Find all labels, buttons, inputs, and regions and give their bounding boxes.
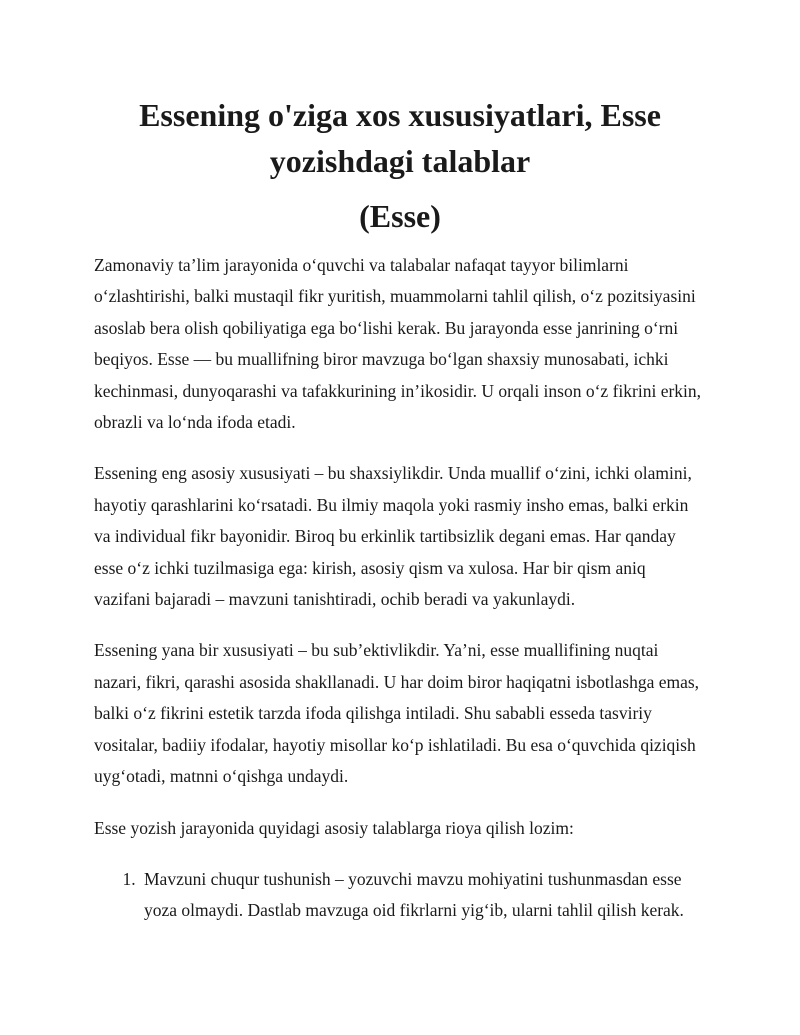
paragraph-intro: Zamonaviy ta’lim jarayonida o‘quvchi va talabalar nafaqat tayyor bilimlarni o‘zlashtirishi, balki mustaqil fikr yuritish, muammolarni tahlil qilish, o‘z pozitsiyasini asoslab bera olish qobiliyatiga ega bo‘lishi kerak. Bu jarayonda esse janrining o‘rni beqiyos. Esse — bu muallifning biror mavzuga bo‘lgan shaxsiy munosabati, ichki kechinmasi, dunyoqarashi va tafakkurining in’ikosidir. U orqali inson o‘z fikrini erkin, obrazli va lo‘nda ifoda etadi. xyxy=(94,255,702,433)
paragraph-requirements-intro: Esse yozish jarayonida quyidagi asosiy talablarga rioya qilish lozim: xyxy=(94,817,574,838)
list-item: 1. Mavzuni chuqur tushunish – yozuvchi mavzu mohiyatini tushunmasdan esse yoza olmaydi. Dastlab mavzuga oid fikrlarni yig‘ib, ularni tahlil qilish kerak. xyxy=(140,864,706,927)
paragraph-subjectivity: Essening yana bir xususiyati – bu sub’ektivlikdir. Ya’ni, esse muallifining nuqtai nazari, fikri, qarashi asosida shakllanadi. U har doim biror haqiqatni isbotlashga emas, balki o‘z fikrini estetik tarzda ifoda qilishga intiladi. Shu sababli esseda tasviriy vositalar, badiiy ifodalar, hayotiy misollar ko‘p ishlatiladi. Bu esa o‘quvchida qiziqish uyg‘otadi, matnni o‘qishga undaydi. xyxy=(94,640,700,787)
requirements-list xyxy=(94,864,706,927)
page-title: Essening o'ziga xos xususiyatlari, Esse yozishdagi talablar xyxy=(139,97,661,179)
paragraph-personality: Essening eng asosiy xususiyati – bu shaxsiylikdir. Unda muallif o‘zini, ichki olamini, hayotiy qarashlarini ko‘rsatadi. Bu ilmiy maqola yoki rasmiy insho emas, balki erkin va individual fikr bayonidir. Biroq bu erkinlik tartibsizlik degani emas. Har qanday esse o‘z ichki tuzilmasiga ega: kirish, asosiy qism va xulosa. Har bir qism aniq vazifani bajaradi – mavzuni tanishtiradi, ochib beradi va yakunlaydi. xyxy=(94,463,692,610)
page-subtitle: (Esse) xyxy=(359,198,441,234)
